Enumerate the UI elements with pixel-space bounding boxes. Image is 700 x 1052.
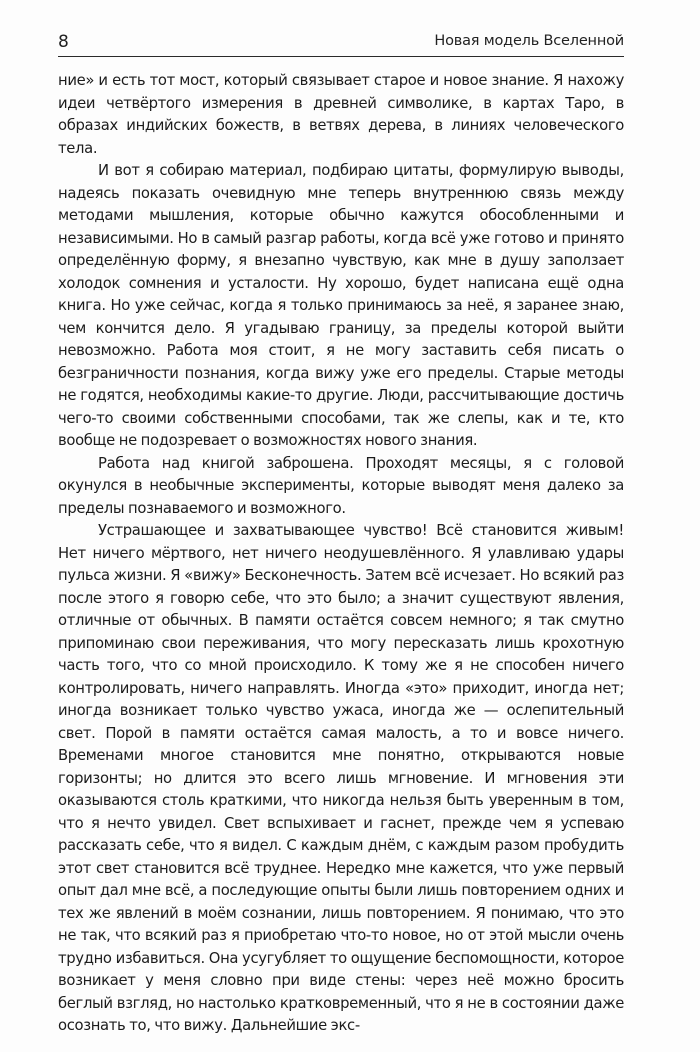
body-text — [58, 70, 624, 1038]
page-number: 8 — [58, 32, 69, 52]
running-title: Новая модель Вселенной — [434, 33, 624, 49]
paragraph: И вот я собираю материал, подбираю цитаты, формулирую выводы, надеясь показать очевидную мне теперь внутреннюю связь между методами мышления, которые обычно кажутся обособленными и независимыми. Но в самый разгар работы, когда всё уже готово и принято определённую форму, я внезапно чувствую, как мне в душу заползает холодок сомнения и усталости. Ну хорошо, будет написана ещё одна книга. Но уже сейчас, когда я только принимаюсь за неё, я заранее знаю, чем кончится дело. Я угадываю границу, за пределы которой выйти невозможно. Работа моя стоит, я не могу заставить себя писать о безграничности познания, когда вижу уже его пределы. Старые методы не годятся, необходимы какие-то другие. Люди, рассчитывающие достичь чего-то своими собственными способами, так же слепы, как и те, кто вообще не подозревает о возможностях нового знания. — [58, 162, 624, 449]
header-divider — [58, 56, 624, 57]
paragraph: Устрашающее и захватывающее чувство! Всё становится живым! Нет ничего мёртвого, нет ничего неодушевлённого. Я улавливаю удары пульса жизни. Я «вижу» Бесконечность. Затем всё исчезает. Но всякий раз после этого я говорю себе, что это было; а значит существуют явления, отличные от обычных. В памяти остаётся совсем немного; я так смутно припоминаю свои переживания, что могу пересказать лишь крохотную часть того, что со мной происходило. К тому же я не способен ничего контролировать, ничего направлять. Иногда «это» приходит, иногда нет; иногда возникает только чувство ужаса, иногда же — ослепительный свет. Порой в памяти остаётся самая малость, а то и вовсе ничего. Временами многое становится мне понятно, открываются новые горизонты; но длится это всего лишь мгновение. И мгновения эти оказываются столь краткими, что никогда нельзя быть уверенным в том, что я нечто увидел. Свет вспыхивает и гаснет, прежде чем я успеваю рассказать себе, что я видел. С каждым днём, с каждым разом пробудить этот свет становится всё труднее. Нередко мне кажется, что уже первый опыт дал мне всё, а последующие опыты были лишь повторением одних и тех же явлений в моём сознании, лишь повторением. Я понимаю, что это не так, что всякий раз я приобретаю что-то новое, но от этой мысли очень трудно избавиться. Она усугубляет то ощущение беспомощности, которое возникает у меня словно при виде стены: через неё можно бросить беглый взгляд, но настолько кратковременный, что я не в состоянии даже осознать то, что вижу. Дальнейшие экс- — [58, 522, 624, 1034]
paragraph: Работа над книгой заброшена. Проходят месяцы, я с головой окунулся в необычные эксперименты, которые выводят меня далеко за пределы познаваемого и возможного. — [58, 454, 624, 517]
page-header — [58, 30, 624, 56]
paragraph: ние» и есть тот мост, который связывает старое и новое знание. Я нахожу идеи четвёртого измерения в древней символике, в картах Таро, в образах индийских божеств, в ветвях дерева, в линиях человеческого тела. — [58, 72, 624, 157]
